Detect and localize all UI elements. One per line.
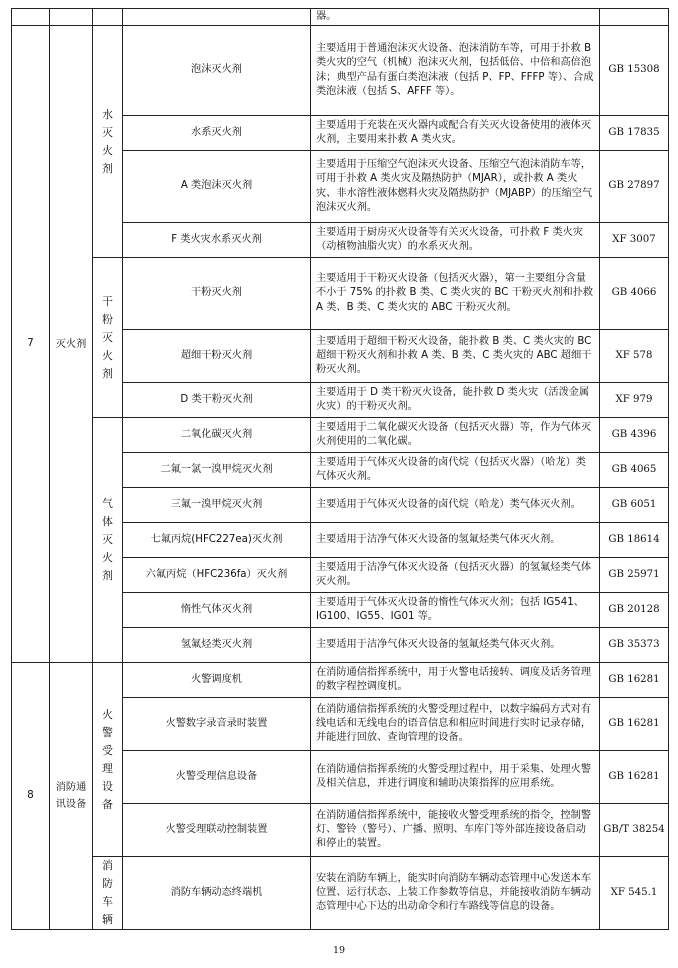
standard-code: XF 545.1	[600, 857, 669, 930]
product-description: 在消防通信指挥系统中，用于火警电话接转、调度及话务管理的数字程控调度机。	[311, 663, 600, 698]
subcategory-label: 消防车辆	[102, 859, 113, 926]
product-name: 惰性气体灭火剂	[123, 593, 311, 628]
item-number	[12, 9, 50, 26]
subcategory-cell	[93, 857, 123, 930]
product-name: 水系灭火剂	[123, 116, 311, 151]
standard-code: GB 17835	[600, 116, 669, 151]
standard-code: GB 4066	[600, 258, 669, 330]
category-cell	[50, 663, 93, 930]
product-name: 超细干粉灭火剂	[123, 330, 311, 383]
category-cell	[50, 26, 93, 663]
product-name: 六氟丙烷（HFC236fa）灭火剂	[123, 558, 311, 593]
product-description: 主要适用于普通泡沫灭火设备、泡沫消防车等，可用于扑救 B 类火灾的空气（机械）泡沫灭火剂，包括低倍、中倍和高倍泡沫；典型产品有蛋白类泡沫液（包括 P、FP、FFFP 等）、合成类泡沫液（包括 S、AFFF 等）。	[311, 26, 600, 116]
category-label: 消防通讯设备	[55, 782, 87, 810]
product-description: 器。	[311, 9, 600, 26]
product-name: F 类火灾水系灭火剂	[123, 223, 311, 258]
product-name: 泡沫灭火剂	[123, 26, 311, 116]
product-description: 主要适用于洁净气体灭火设备的氢氟烃类气体灭火剂。	[311, 628, 600, 663]
table-row	[12, 26, 669, 116]
page-number: 19	[332, 945, 346, 956]
product-description: 主要适用于干粉灭火设备（包括灭火器），第一主要组分含量不小于 75% 的扑救 B 类、C 类火灾的 BC 干粉灭火剂和扑救 A 类、B 类、C 类火灾的 ABC 干粉灭火剂。	[311, 258, 600, 330]
subcategory-cell	[93, 663, 123, 857]
item-number: 7	[12, 26, 50, 663]
product-description: 主要适用于洁净气体灭火设备（包括灭火器）的氢氟烃类气体灭火剂。	[311, 558, 600, 593]
table-row	[12, 9, 669, 26]
standard-code: GB 35373	[600, 628, 669, 663]
product-name: 三氟一溴甲烷灭火剂	[123, 488, 311, 523]
standard-code: XF 979	[600, 383, 669, 418]
standard-code	[600, 9, 669, 26]
product-description: 主要适用于厨房灭火设备等有关灭火设备，可扑救 F 类火灾（动植物油脂火灾）的水系灭火剂。	[311, 223, 600, 258]
product-description: 主要适用于洁净气体灭火设备的氢氟烃类气体灭火剂。	[311, 523, 600, 558]
table-row	[12, 857, 669, 930]
product-name	[123, 9, 311, 26]
standard-code: GB 27897	[600, 151, 669, 223]
product-name: 氢氟烃类灭火剂	[123, 628, 311, 663]
product-name: 火警数字录音录时装置	[123, 698, 311, 751]
product-description: 安装在消防车辆上，能实时向消防车辆动态管理中心发送本车位置、运行状态、上装工作参数等信息，并能接收消防车辆动态管理中心下达的出动命令和行车路线等信息的设备。	[311, 857, 600, 930]
product-name: 二氟一氯一溴甲烷灭火剂	[123, 453, 311, 488]
standard-code: XF 578	[600, 330, 669, 383]
product-name: 七氟丙烷(HFC227ea)灭火剂	[123, 523, 311, 558]
product-description: 主要适用于气体灭火设备的惰性气体灭火剂；包括 IG541、IG100、IG55、IG01 等。	[311, 593, 600, 628]
product-description: 在消防通信指挥系统中，能接收火警受理系统的指令，控制警灯、警铃（警号）、广播、照明、车库门等外部连接设备启动和停止的装置。	[311, 804, 600, 857]
product-name: 火警调度机	[123, 663, 311, 698]
standard-code: GB 18614	[600, 523, 669, 558]
standard-code: GB 16281	[600, 751, 669, 804]
standard-code: GB 16281	[600, 698, 669, 751]
subcategory-label: 干粉灭火剂	[102, 294, 113, 380]
product-description: 主要适用于压缩空气泡沫灭火设备、压缩空气泡沫消防车等，可用于扑救 A 类火灾及隔热防护（MJAR），或扑救 A 类火灾、非水溶性液体燃料火灾及隔热防护（MJABP）的压缩空气泡沫灭火剂。	[311, 151, 600, 223]
table-row	[12, 663, 669, 698]
subcategory-label: 气体灭火剂	[102, 497, 113, 582]
product-description: 在消防通信指挥系统的火警受理过程中，以数字编码方式对有线电话和无线电台的语音信息和相应时间进行实时记录存储，并能进行回放、查询管理的设备。	[311, 698, 600, 751]
product-name: 二氧化碳灭火剂	[123, 418, 311, 453]
standard-code: GB 4065	[600, 453, 669, 488]
standard-code: GB 16281	[600, 663, 669, 698]
standard-code: GB 25971	[600, 558, 669, 593]
standard-code: XF 3007	[600, 223, 669, 258]
category-label: 灭火剂	[55, 338, 87, 350]
standard-code: GB 20128	[600, 593, 669, 628]
product-description: 主要适用于超细干粉灭火设备，能扑救 B 类、C 类火灾的 BC 超细干粉灭火剂和扑救 A 类、B 类、C 类火灾的 ABC 超细干粉灭火剂。	[311, 330, 600, 383]
subcategory-cell	[93, 418, 123, 663]
product-name: 火警受理信息设备	[123, 751, 311, 804]
product-description: 在消防通信指挥系统的火警受理过程中，用于采集、处理火警及相关信息，并进行调度和辅助决策指挥的应用系统。	[311, 751, 600, 804]
product-description: 主要适用于二氧化碳灭火设备（包括灭火器）等，作为气体灭火剂使用的二氧化碳。	[311, 418, 600, 453]
product-description: 主要适用于 D 类干粉灭火设备，能扑救 D 类火灾（活泼金属火灾）的干粉灭火剂。	[311, 383, 600, 418]
standard-code: GB 4396	[600, 418, 669, 453]
table-row	[12, 258, 669, 330]
subcategory-label: 水灭火剂	[102, 107, 113, 175]
subcategory-cell	[93, 9, 123, 26]
product-description: 主要适用于充装在灭火器内或配合有关灭火设备使用的液体灭火剂，主要用来扑救 A 类火灾。	[311, 116, 600, 151]
standards-table	[11, 8, 669, 930]
subcategory-cell	[93, 258, 123, 418]
product-description: 主要适用于气体灭火设备的卤代烷（哈龙）类气体灭火剂。	[311, 488, 600, 523]
category-cell	[50, 9, 93, 26]
product-name: 干粉灭火剂	[123, 258, 311, 330]
product-description: 主要适用于气体灭火设备的卤代烷（包括灭火器）（哈龙）类气体灭火剂。	[311, 453, 600, 488]
product-name: A 类泡沫灭火剂	[123, 151, 311, 223]
product-name: 火警受理联动控制装置	[123, 804, 311, 857]
product-name: 消防车辆动态终端机	[123, 857, 311, 930]
standard-code: GB 6051	[600, 488, 669, 523]
standard-code: GB 15308	[600, 26, 669, 116]
product-name: D 类干粉灭火剂	[123, 383, 311, 418]
table-row	[12, 418, 669, 453]
subcategory-label: 火警受理设备	[102, 707, 113, 811]
standard-code: GB/T 38254	[600, 804, 669, 857]
item-number: 8	[12, 663, 50, 930]
subcategory-cell	[93, 26, 123, 258]
